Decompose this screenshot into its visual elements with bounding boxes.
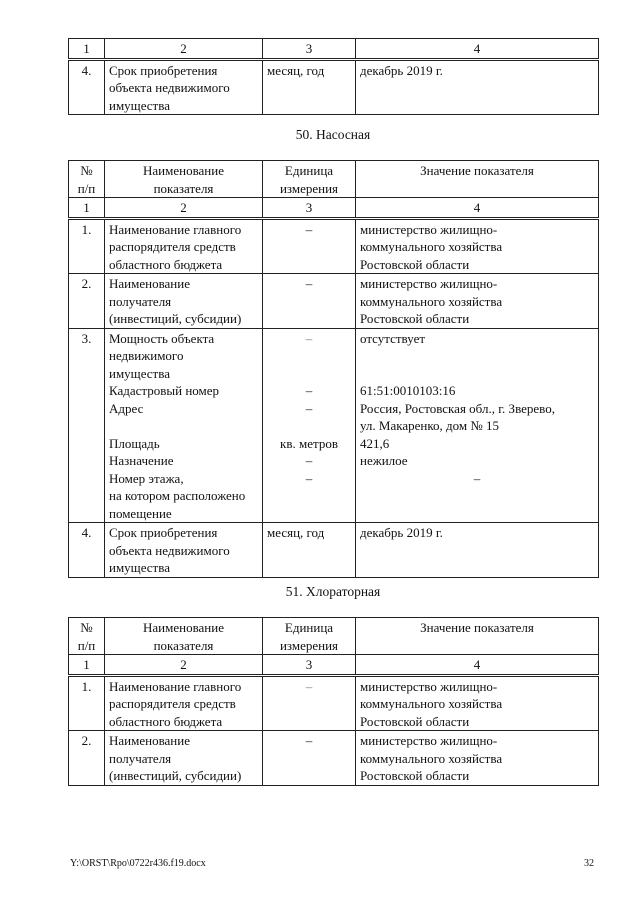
table-row (69, 523, 599, 578)
text-line: получателя (109, 293, 172, 309)
text-line: Кадастровый номер (109, 383, 220, 398)
index-cell: 2 (105, 655, 263, 676)
text-line: коммунального хозяйства (360, 750, 503, 766)
header-unit (263, 161, 356, 198)
section-title-51: 51. Хлораторная (285, 584, 381, 599)
value-cell (356, 328, 599, 523)
text-line: объекта недвижимого (109, 80, 230, 95)
text-line: Площадь (109, 435, 160, 451)
header-line: п/п (77, 180, 96, 196)
text-line: Ростовской области (360, 256, 470, 272)
text-line: (инвестиций, субсидии) (109, 768, 242, 783)
text-line: ул. Макаренко, дом № 15 (360, 418, 500, 433)
spacer (267, 365, 351, 383)
text-line: Россия, Ростовская обл., г. Зверево, (360, 400, 555, 416)
text-line: министерство жилищно- (360, 276, 498, 291)
text-line: недвижимого (109, 348, 184, 363)
text-line: Ростовской области (360, 713, 470, 729)
header-unit (263, 618, 356, 655)
table-index-row (69, 198, 599, 219)
text-line: Ростовской области (360, 311, 470, 326)
text-line: коммунального хозяйства (360, 239, 503, 254)
section-title-50: 50. Насосная (295, 127, 371, 142)
spacer (360, 365, 594, 383)
row-number: 4. (69, 523, 105, 578)
text-line: отсутствует (360, 330, 426, 346)
text-line: областного бюджета (109, 256, 223, 272)
header-line: измерения (279, 180, 339, 196)
text-line: – (305, 330, 313, 346)
text-line: областного бюджета (109, 713, 223, 729)
table-top-continuation (68, 38, 599, 115)
value-cell (356, 731, 599, 786)
table-header-row (69, 618, 599, 655)
text-line: Назначение (109, 453, 174, 468)
header-line: п/п (77, 637, 96, 653)
text-line: коммунального хозяйства (360, 696, 503, 711)
text-line: – (305, 470, 313, 486)
indicator-name (105, 274, 263, 329)
text-line: министерство жилищно- (360, 678, 498, 694)
text-line: министерство жилищно- (360, 733, 498, 748)
row-number: 4. (69, 59, 105, 115)
text-line: – (473, 470, 481, 486)
value-cell (356, 675, 599, 731)
unit-cell: месяц, год (263, 523, 356, 578)
value-cell: декабрь 2019 г. (356, 523, 599, 578)
unit-cell (263, 328, 356, 523)
text-line: имущества (109, 560, 170, 575)
index-cell: 4 (356, 655, 599, 676)
header-value: Значение показателя (356, 618, 599, 655)
row-number: 1. (69, 218, 105, 274)
text-line: Адрес (109, 400, 144, 416)
value-cell: декабрь 2019 г. (356, 59, 599, 115)
table-row (69, 59, 599, 115)
table-header-row (69, 161, 599, 198)
header-line: Наименование (143, 163, 224, 178)
text-line: Срок приобретения (109, 525, 218, 540)
text-line: получателя (109, 750, 172, 766)
spacer (109, 417, 258, 435)
table-index-row (69, 655, 599, 676)
table-row (69, 731, 599, 786)
text-line: имущества (109, 97, 170, 113)
text-line: – (305, 453, 313, 468)
text-line: на котором расположено (109, 488, 246, 503)
row-number: 3. (69, 328, 105, 523)
spacer (360, 347, 594, 365)
row-number: 1. (69, 675, 105, 731)
text-line: Наименование главного (109, 678, 242, 694)
text-line: Ростовской области (360, 768, 470, 783)
header-value: Значение показателя (356, 161, 599, 198)
text-line: распорядителя средств (109, 239, 236, 254)
row-number: 2. (69, 274, 105, 329)
indicator-name (105, 328, 263, 523)
text-line: Номер этажа, (109, 470, 184, 486)
table-row (69, 274, 599, 329)
text-line: распорядителя средств (109, 696, 236, 711)
header-name (105, 618, 263, 655)
header-line: Наименование (143, 620, 224, 635)
table-row (69, 675, 599, 731)
indicator-name (105, 523, 263, 578)
text-line: помещение (109, 505, 172, 521)
header-name (105, 161, 263, 198)
unit-cell: месяц, год (263, 59, 356, 115)
unit-cell: – (263, 731, 356, 786)
unit-cell: – (263, 675, 356, 731)
text-line: коммунального хозяйства (360, 293, 503, 309)
table-section-51 (68, 617, 599, 786)
header-line: Единица (284, 163, 334, 178)
header-line: № (80, 163, 93, 178)
text-line: Мощность объекта (109, 330, 215, 346)
spacer (267, 417, 351, 435)
header-line: № (80, 620, 93, 635)
indicator-name (105, 59, 263, 115)
header-line: показателя (153, 180, 214, 196)
table-row (69, 218, 599, 274)
footer-file-path: Y:\ORST\Rpo\0722r436.f19.docx (70, 858, 206, 869)
indicator-name (105, 218, 263, 274)
text-line: – (305, 383, 313, 398)
text-line: 61:51:0010103:16 (360, 383, 456, 398)
header-num (69, 161, 105, 198)
index-cell: 2 (105, 39, 263, 60)
text-line: – (305, 400, 313, 416)
spacer (267, 347, 351, 365)
index-cell: 4 (356, 39, 599, 60)
text-line: Наименование (109, 276, 190, 291)
header-line: измерения (279, 637, 339, 653)
unit-cell: – (263, 218, 356, 274)
index-cell: 4 (356, 198, 599, 219)
index-cell: 3 (263, 198, 356, 219)
text-line: нежилое (360, 453, 408, 468)
index-cell: 1 (69, 198, 105, 219)
text-line: кв. метров (280, 435, 338, 451)
table-index-row (69, 39, 599, 60)
index-cell: 3 (263, 39, 356, 60)
header-num (69, 618, 105, 655)
table-section-50 (68, 160, 599, 578)
header-line: Единица (284, 620, 334, 635)
value-cell (356, 218, 599, 274)
text-line: 421,6 (360, 435, 390, 451)
value-cell (356, 274, 599, 329)
row-number: 2. (69, 731, 105, 786)
index-cell: 3 (263, 655, 356, 676)
text-line: Срок приобретения (109, 62, 218, 78)
index-cell: 1 (69, 655, 105, 676)
unit-cell: – (263, 274, 356, 329)
text-line: министерство жилищно- (360, 221, 498, 237)
text-line: Наименование главного (109, 221, 242, 237)
text-line: объекта недвижимого (109, 542, 230, 558)
text-line: Наименование (109, 733, 190, 748)
header-line: показателя (153, 637, 214, 653)
index-cell: 1 (69, 39, 105, 60)
table-row (69, 328, 599, 523)
text-line: (инвестиций, субсидии) (109, 311, 242, 326)
index-cell: 2 (105, 198, 263, 219)
text-line: имущества (109, 365, 170, 381)
indicator-name (105, 675, 263, 731)
indicator-name (105, 731, 263, 786)
page-number: 32 (584, 858, 594, 869)
